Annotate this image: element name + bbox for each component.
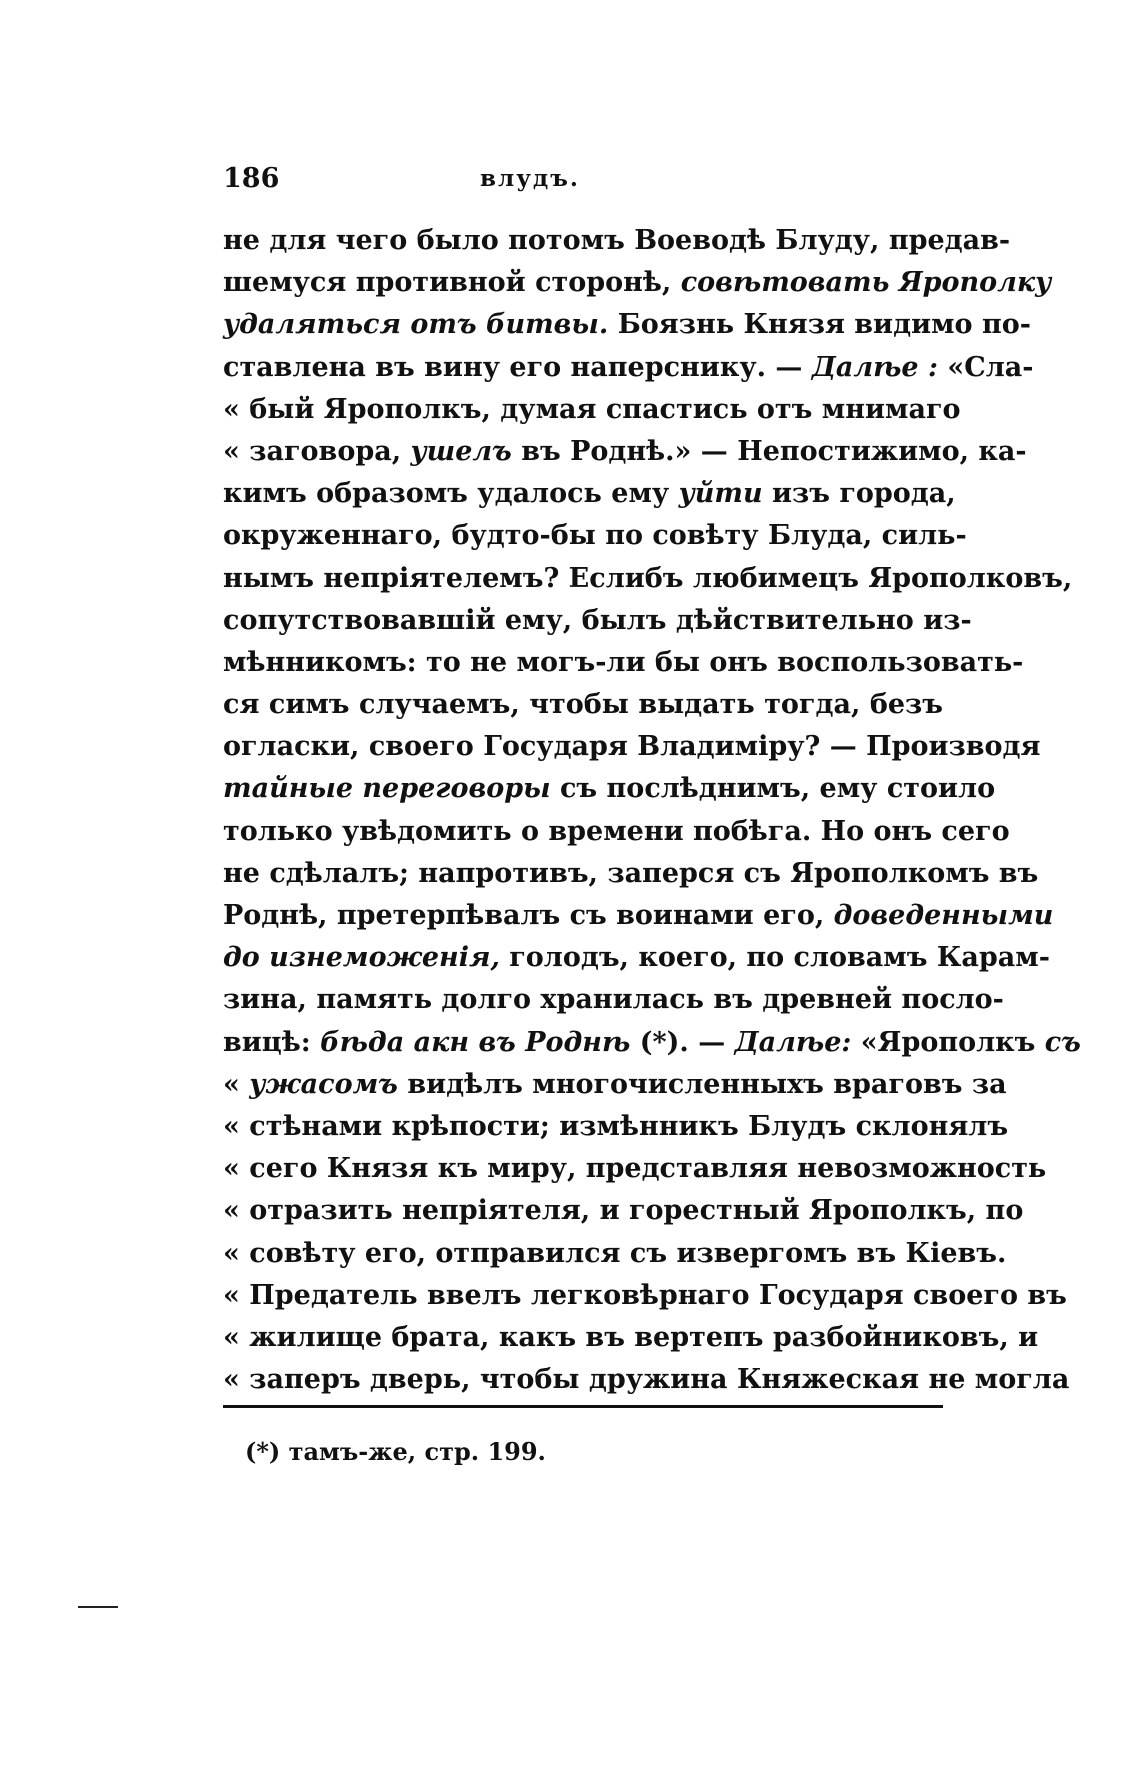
text-run: « жилище брата, какъ въ вертепъ разбойниковъ, и <box>223 1321 1039 1353</box>
text-line <box>223 937 1050 979</box>
text-run: « бый Ярополкъ, думая спастись отъ мнимаго <box>223 393 961 425</box>
text-line <box>223 515 967 557</box>
italic-run: бѣда акн въ Роднѣ <box>320 1026 631 1058</box>
text-line <box>223 1275 1067 1317</box>
running-title: влудъ. <box>480 165 580 192</box>
text-line <box>223 220 1011 262</box>
text-line <box>223 1064 1007 1106</box>
text-run: « заговора, <box>223 435 411 467</box>
text-run: Роднѣ, претерпѣвалъ съ воинами его, <box>223 900 834 931</box>
italic-run: тайные переговоры <box>223 773 551 805</box>
text-run: въ Роднѣ.» — Непостижимо, ка- <box>511 435 1027 467</box>
text-line <box>223 853 1039 895</box>
text-run: ставлена въ вину его наперснику. — <box>223 351 812 383</box>
text-line <box>223 1359 1070 1401</box>
footnote-divider <box>223 1405 943 1408</box>
text-run: « стѣнами крѣпости; измѣнникъ Блудъ склонялъ <box>223 1110 1009 1142</box>
italic-run: съ <box>1044 1026 1081 1058</box>
margin-mark <box>78 1606 118 1608</box>
text-run: вицѣ: <box>223 1026 321 1058</box>
text-run: Боязнь Князя видимо по- <box>608 309 1031 341</box>
text-run: « отразить непріятеля, и горестный Ярополкъ, по <box>223 1195 1024 1227</box>
italic-run: Далѣе : <box>811 351 938 383</box>
text-line <box>223 684 943 726</box>
text-run: «Ярополкъ <box>851 1026 1045 1058</box>
text-line <box>223 979 1004 1021</box>
text-run: « сего Князя къ миру, представляя невозможность <box>223 1153 1047 1185</box>
text-run: мѣнникомъ: то не могъ-ли бы онъ воспользовать- <box>223 646 1024 678</box>
text-run: « совѣту его, отправился съ извергомъ въ Кіевъ. <box>223 1237 1007 1269</box>
text-line <box>223 389 961 431</box>
text-line <box>223 431 1027 473</box>
text-line <box>223 1022 1081 1064</box>
text-run: голодъ, коего, по словамъ Карам- <box>499 942 1050 974</box>
footnote: (*) тамъ-же, стр. 199. <box>245 1437 546 1466</box>
text-line <box>223 642 1024 684</box>
italic-run: ужасомъ <box>249 1068 398 1100</box>
text-line <box>223 811 1010 853</box>
text-line <box>223 768 996 810</box>
text-run: окруженнаго, будто-бы по совѣту Блуда, силь- <box>223 520 967 552</box>
text-run: « <box>223 1068 250 1100</box>
text-run: шемуся противной сторонѣ, <box>223 267 681 299</box>
text-run: огласки, своего Государя Владиміру? — Производя <box>223 731 1041 763</box>
text-run: сопутствовавшій ему, былъ дѣйствительно из- <box>223 604 972 636</box>
text-run: (*). — <box>630 1026 735 1058</box>
text-run: изъ города, <box>762 478 956 510</box>
text-run: только увѣдомить о времени побѣга. Но онъ сего <box>223 815 1010 847</box>
text-run: зина, память долго хранилась въ древней посло- <box>223 984 1004 1016</box>
text-run: видѣлъ многочисленныхъ враговъ за <box>397 1068 1007 1100</box>
text-line <box>223 1317 1039 1359</box>
italic-run: Далѣе: <box>734 1026 852 1058</box>
body-text <box>223 220 1081 1401</box>
text-run: не сдѣлалъ; напротивъ, заперся съ Ярополкомъ въ <box>223 857 1039 889</box>
italic-run: удаляться отъ битвы. <box>223 309 609 341</box>
text-line <box>223 558 1073 600</box>
text-line <box>223 600 972 642</box>
text-line <box>223 726 1041 768</box>
text-line <box>223 1233 1007 1275</box>
text-line <box>223 1148 1047 1190</box>
italic-run: уйти <box>678 478 763 510</box>
italic-run: ушелъ <box>410 435 512 467</box>
italic-run: доведенными <box>833 900 1054 931</box>
text-line <box>223 1106 1009 1148</box>
text-line <box>223 347 1034 389</box>
text-run: «Сла- <box>937 351 1034 383</box>
text-line <box>223 262 1052 304</box>
text-line <box>223 473 956 515</box>
page-number: 186 <box>223 163 280 194</box>
text-run: съ послѣднимъ, ему стоило <box>550 773 996 805</box>
text-run: « Предатель ввелъ легковѣрнаго Государя своего въ <box>223 1279 1067 1311</box>
text-line <box>223 1190 1024 1232</box>
text-line <box>223 304 1031 346</box>
italic-run: совѣтовать Ярополку <box>680 267 1052 299</box>
text-run: нымъ непріятелемъ? Еслибъ любимецъ Ярополковъ, <box>223 562 1073 594</box>
text-run: « заперъ дверь, чтобы дружина Княжеская не могла <box>223 1364 1070 1396</box>
italic-run: до изнеможенія, <box>223 942 500 974</box>
text-run: ся симъ случаемъ, чтобы выдать тогда, безъ <box>223 689 943 721</box>
text-line <box>223 895 1054 937</box>
text-run: не для чего было потомъ Воеводѣ Блуду, предав- <box>223 225 1011 256</box>
text-run: кимъ образомъ удалось ему <box>223 478 679 510</box>
